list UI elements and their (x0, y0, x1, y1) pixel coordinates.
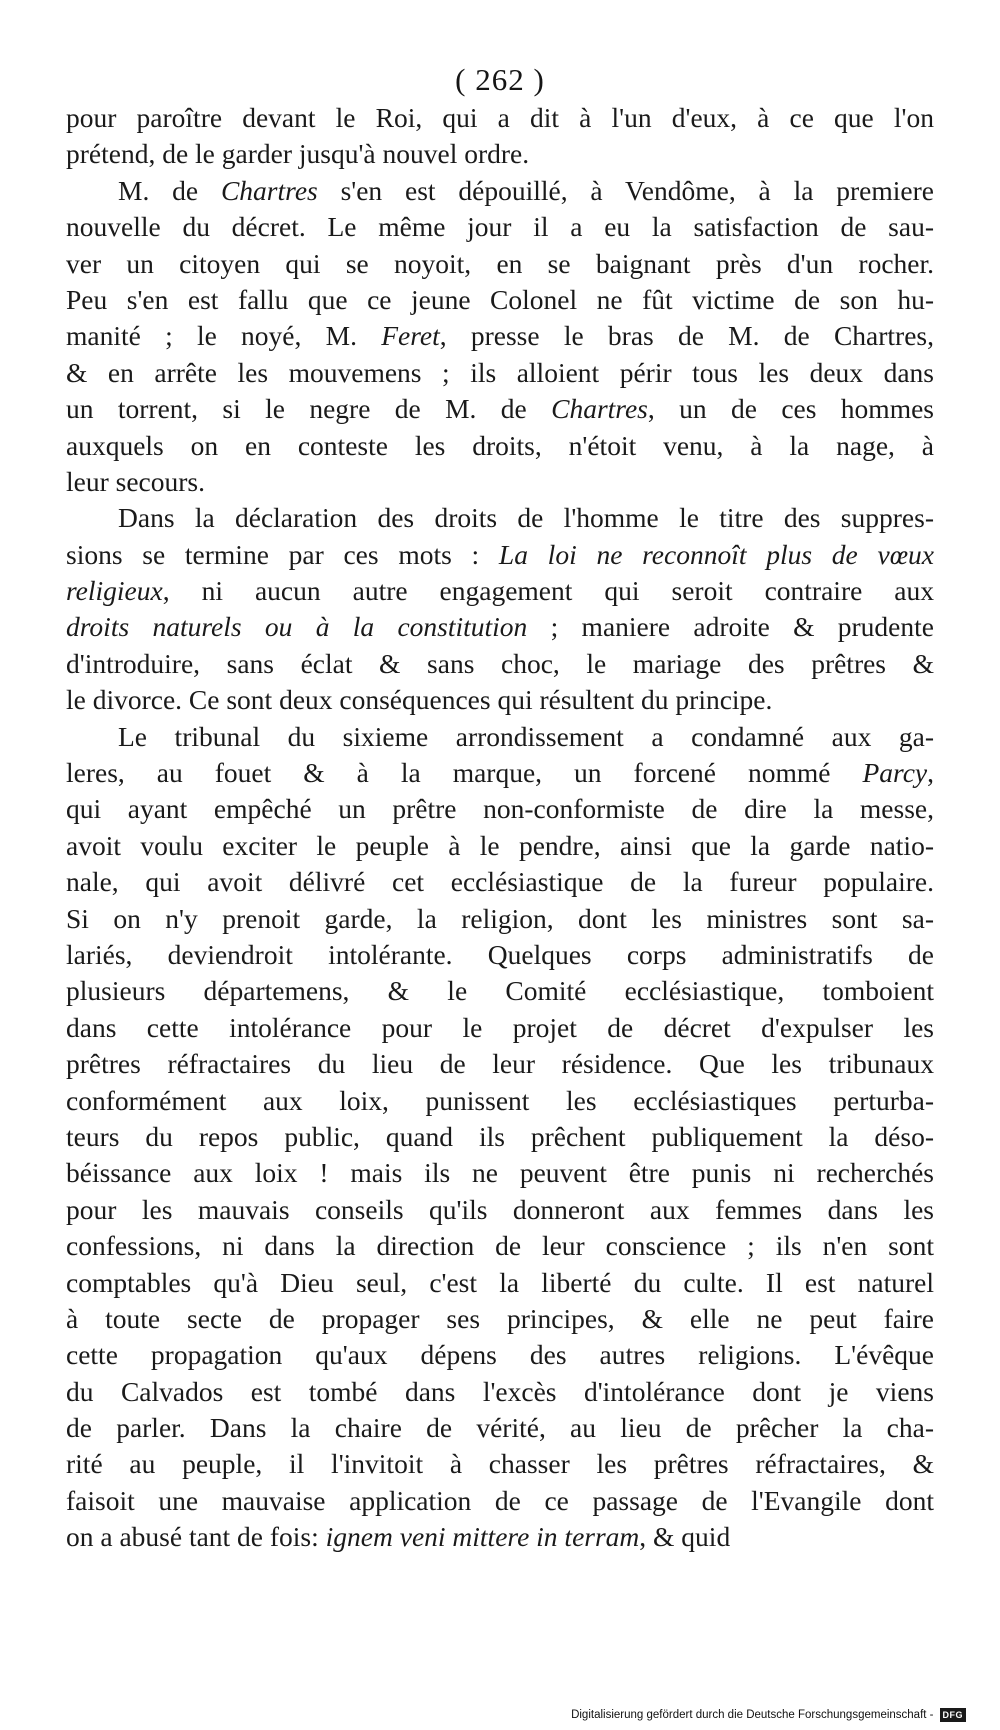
text-line: pour paroître devant le Roi, qui a dit à l'un d'eux, à ce que l'on (66, 102, 934, 133)
text-line: teurs du repos public, quand ils prêchent publiquement la déso- (66, 1120, 934, 1152)
italic-emphasis: religieux (66, 575, 163, 607)
text-line: un torrent, si le negre de M. de Chartres, un de ces hommes (66, 393, 934, 425)
italic-emphasis: droits naturels ou à la constitution (66, 611, 528, 643)
text-line: prêtres réfractaires du lieu de leur résidence. Que les tribunaux (66, 1048, 934, 1080)
text-line: dans cette intolérance pour le projet de décret d'expulser les (66, 1011, 934, 1043)
text-line: manité ; le noyé, M. Feret, presse le bras de M. de Chartres, (66, 320, 934, 352)
text-line: sions se termine par ces mots : La loi ne reconnoît plus de vœux (66, 538, 934, 570)
digitization-credit (571, 1706, 966, 1724)
text-line: de parler. Dans la chaire de vérité, au lieu de prêcher la cha- (66, 1412, 934, 1444)
text-line: Dans la déclaration des droits de l'homme le titre des suppres- (118, 502, 934, 534)
footer-credit-text: Digitalisierung gefördert durch die Deutsche Forschungsgemeinschaft - (571, 1709, 934, 1721)
text-line: qui ayant empêché un prêtre non-conformiste de dire la messe, (66, 793, 934, 825)
text-line: nale, qui avoit délivré cet ecclésiastique de la fureur populaire. (66, 866, 934, 898)
text-line: à toute secte de propager ses principes, & elle ne peut faire (66, 1302, 934, 1334)
text-line: auxquels on en conteste les droits, n'étoit venu, à la nage, à (66, 429, 934, 461)
text-line: leur secours. (66, 465, 205, 497)
text-line: Le tribunal du sixieme arrondissement a condamné aux ga- (118, 720, 934, 752)
text-line: rité au peuple, il l'invitoit à chasser les prêtres réfractaires, & (66, 1448, 934, 1480)
dfg-logo: DFG (940, 1708, 967, 1722)
text-line: on a abusé tant de fois: ignem veni mittere in terram, & quid (66, 1521, 731, 1553)
text-line: M. de Chartres s'en est dépouillé, à Vendôme, à la premiere (118, 174, 934, 206)
text-line: droits naturels ou à la constitution ; maniere adroite & prudente (66, 611, 934, 643)
text-line: d'introduire, sans éclat & sans choc, le mariage des prêtres & (66, 647, 934, 679)
text-line: pour les mauvais conseils qu'ils donneront aux femmes dans les (66, 1193, 934, 1225)
text-line: faisoit une mauvaise application de ce passage de l'Evangile dont (66, 1484, 934, 1516)
text-line: religieux, ni aucun autre engagement qui seroit contraire aux (66, 575, 934, 607)
text-line: Peu s'en est fallu que ce jeune Colonel ne fût victime de son hu- (66, 283, 934, 315)
text-line: béissance aux loix ! mais ils ne peuvent être punis ni recherchés (66, 1157, 934, 1189)
text-line: prétend, de le garder jusqu'à nouvel ordre. (66, 138, 530, 170)
text-line: conformément aux loix, punissent les ecclésiastiques perturba- (66, 1084, 934, 1116)
italic-emphasis: Parcy (862, 757, 928, 789)
text-line: comptables qu'à Dieu seul, c'est la liberté du culte. Il est naturel (66, 1266, 934, 1298)
italic-emphasis: La loi ne reconnoît plus de vœux (498, 538, 934, 570)
text-line: & en arrête les mouvemens ; ils alloient périr tous les deux dans (66, 356, 934, 388)
text-line: Si on n'y prenoit garde, la religion, dont les ministres sont sa- (66, 902, 934, 934)
italic-emphasis: Feret (381, 320, 440, 352)
italic-emphasis: ignem veni mittere in terram (325, 1521, 640, 1553)
italic-emphasis: Chartres (220, 174, 318, 206)
text-line: lariés, deviendroit intolérante. Quelques corps administratifs de (66, 938, 934, 970)
text-line: ver un citoyen qui se noyoit, en se baignant près d'un rocher. (66, 247, 934, 279)
italic-emphasis: Chartres (551, 393, 648, 425)
text-line: avoit voulu exciter le peuple à le pendre, ainsi que la garde natio- (66, 829, 934, 861)
text-line: confessions, ni dans la direction de leur conscience ; ils n'en sont (66, 1230, 934, 1262)
text-line: leres, au fouet & à la marque, un forcené nommé Parcy, (66, 757, 934, 789)
text-line: du Calvados est tombé dans l'excès d'intolérance dont je viens (66, 1375, 934, 1407)
text-line: nouvelle du décret. Le même jour il a eu la satisfaction de sau- (66, 211, 934, 243)
text-line: le divorce. Ce sont deux conséquences qui résultent du principe. (66, 684, 773, 716)
page-number: ( 262 ) (455, 62, 545, 97)
text-line: plusieurs départemens, & le Comité ecclésiastique, tomboient (66, 975, 934, 1007)
body-text (66, 100, 934, 1556)
text-line: cette propagation qu'aux dépens des autres religions. L'évêque (66, 1339, 934, 1371)
